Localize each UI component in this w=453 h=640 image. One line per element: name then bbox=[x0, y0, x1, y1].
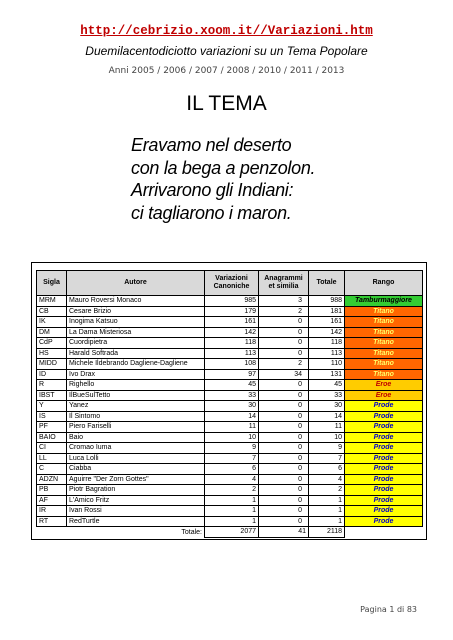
cell-totale: 131 bbox=[309, 369, 345, 380]
cell-autore: Luca Lolli bbox=[67, 453, 205, 464]
cell-anagrammi: 0 bbox=[259, 348, 309, 359]
table-row bbox=[37, 369, 423, 380]
poem bbox=[131, 134, 431, 224]
table-row bbox=[37, 464, 423, 475]
cell-autore: L'Amico Fritz bbox=[67, 495, 205, 506]
source-url-link[interactable]: http://cebrizio.xoom.it//Variazioni.htm bbox=[80, 24, 373, 38]
poem-line: Arrivarono gli Indiani: bbox=[131, 180, 294, 200]
table-row bbox=[37, 432, 423, 443]
cell-variazioni: 30 bbox=[205, 401, 259, 412]
document-subtitle: Duemilacentodiciotto variazioni su un Tema Popolare bbox=[85, 44, 368, 58]
cell-rango: Prode bbox=[345, 443, 423, 454]
cell-variazioni: 33 bbox=[205, 390, 259, 401]
column-header-variazioni: Variazioni Canoniche bbox=[205, 271, 259, 296]
cell-variazioni: 1 bbox=[205, 516, 259, 527]
cell-sigla: IS bbox=[37, 411, 67, 422]
cell-sigla: R bbox=[37, 380, 67, 391]
cell-variazioni: 45 bbox=[205, 380, 259, 391]
cell-rango: Titano bbox=[345, 359, 423, 370]
cell-totale: 181 bbox=[309, 306, 345, 317]
years-line: Anni 2005 / 2006 / 2007 / 2008 / 2010 / 2011 / 2013 bbox=[108, 66, 345, 76]
cell-sigla: C bbox=[37, 464, 67, 475]
table-row bbox=[37, 411, 423, 422]
cell-autore: Il Sintomo bbox=[67, 411, 205, 422]
cell-totale: 2 bbox=[309, 485, 345, 496]
cell-autore: Piotr Bagration bbox=[67, 485, 205, 496]
column-header-totale: Totale bbox=[309, 271, 345, 296]
cell-totale: 11 bbox=[309, 422, 345, 433]
cell-sigla: ADZN bbox=[37, 474, 67, 485]
cell-rango: Prode bbox=[345, 495, 423, 506]
cell-totale: 161 bbox=[309, 317, 345, 328]
cell-rango: Prode bbox=[345, 411, 423, 422]
cell-variazioni: 161 bbox=[205, 317, 259, 328]
cell-variazioni: 9 bbox=[205, 443, 259, 454]
ranking-table bbox=[36, 270, 423, 538]
cell-rango: Prode bbox=[345, 401, 423, 412]
cell-variazioni: 142 bbox=[205, 327, 259, 338]
total-variazioni: 2077 bbox=[205, 527, 259, 538]
cell-anagrammi: 0 bbox=[259, 453, 309, 464]
cell-autore: Inogima Katsuo bbox=[67, 317, 205, 328]
cell-variazioni: 6 bbox=[205, 464, 259, 475]
ranking-table-frame bbox=[31, 262, 427, 540]
table-row bbox=[37, 474, 423, 485]
total-row bbox=[37, 527, 423, 538]
cell-totale: 45 bbox=[309, 380, 345, 391]
poem-line: Eravamo nel deserto bbox=[131, 135, 292, 155]
cell-totale: 1 bbox=[309, 495, 345, 506]
cell-autore: Yanez bbox=[67, 401, 205, 412]
cell-variazioni: 7 bbox=[205, 453, 259, 464]
table-row bbox=[37, 495, 423, 506]
table-row bbox=[37, 485, 423, 496]
cell-totale: 14 bbox=[309, 411, 345, 422]
cell-autore: Ivan Rossi bbox=[67, 506, 205, 517]
table-row bbox=[37, 338, 423, 349]
cell-anagrammi: 0 bbox=[259, 411, 309, 422]
cell-anagrammi: 2 bbox=[259, 359, 309, 370]
cell-autore: Righello bbox=[67, 380, 205, 391]
cell-anagrammi: 0 bbox=[259, 516, 309, 527]
table-header-row bbox=[37, 271, 423, 296]
table-row bbox=[37, 443, 423, 454]
column-header-anagrammi: Anagrammi et similia bbox=[259, 271, 309, 296]
cell-anagrammi: 0 bbox=[259, 422, 309, 433]
cell-sigla: Y bbox=[37, 401, 67, 412]
cell-sigla: DM bbox=[37, 327, 67, 338]
cell-autore: Cesare Brizio bbox=[67, 306, 205, 317]
cell-anagrammi: 0 bbox=[259, 432, 309, 443]
cell-sigla: MRM bbox=[37, 296, 67, 307]
cell-anagrammi: 0 bbox=[259, 390, 309, 401]
cell-autore: Cromao Iuma bbox=[67, 443, 205, 454]
cell-sigla: LL bbox=[37, 453, 67, 464]
cell-autore: Piero Fariselli bbox=[67, 422, 205, 433]
cell-anagrammi: 3 bbox=[259, 296, 309, 307]
cell-rango: Prode bbox=[345, 422, 423, 433]
section-title: IL TEMA bbox=[186, 92, 267, 115]
table-row bbox=[37, 506, 423, 517]
cell-rango: Titano bbox=[345, 338, 423, 349]
column-header-autore: Autore bbox=[67, 271, 205, 296]
cell-rango: Titano bbox=[345, 317, 423, 328]
cell-variazioni: 108 bbox=[205, 359, 259, 370]
cell-totale: 118 bbox=[309, 338, 345, 349]
cell-variazioni: 118 bbox=[205, 338, 259, 349]
cell-rango: Prode bbox=[345, 432, 423, 443]
cell-rango: Titano bbox=[345, 306, 423, 317]
cell-anagrammi: 0 bbox=[259, 474, 309, 485]
table-row bbox=[37, 359, 423, 370]
cell-totale: 1 bbox=[309, 516, 345, 527]
cell-sigla: CB bbox=[37, 306, 67, 317]
column-header-sigla: Sigla bbox=[37, 271, 67, 296]
cell-autore: Michele Ildebrando Dagliene-Dagliene bbox=[67, 359, 205, 370]
cell-totale: 6 bbox=[309, 464, 345, 475]
cell-sigla: AF bbox=[37, 495, 67, 506]
cell-rango: Titano bbox=[345, 369, 423, 380]
cell-sigla: HS bbox=[37, 348, 67, 359]
cell-sigla: CI bbox=[37, 443, 67, 454]
cell-anagrammi: 0 bbox=[259, 327, 309, 338]
table-row bbox=[37, 390, 423, 401]
cell-totale: 988 bbox=[309, 296, 345, 307]
cell-sigla: IR bbox=[37, 506, 67, 517]
cell-rango: Prode bbox=[345, 464, 423, 475]
cell-variazioni: 985 bbox=[205, 296, 259, 307]
cell-rango: Titano bbox=[345, 348, 423, 359]
total-anagrammi: 41 bbox=[259, 527, 309, 538]
table-row bbox=[37, 453, 423, 464]
total-totale: 2118 bbox=[309, 527, 345, 538]
cell-totale: 113 bbox=[309, 348, 345, 359]
cell-anagrammi: 0 bbox=[259, 495, 309, 506]
table-row bbox=[37, 516, 423, 527]
cell-sigla: BAIO bbox=[37, 432, 67, 443]
table-row bbox=[37, 348, 423, 359]
cell-variazioni: 1 bbox=[205, 506, 259, 517]
cell-rango: Prode bbox=[345, 453, 423, 464]
cell-totale: 1 bbox=[309, 506, 345, 517]
cell-variazioni: 113 bbox=[205, 348, 259, 359]
cell-rango: Prode bbox=[345, 516, 423, 527]
poem-line: ci tagliarono i maron. bbox=[131, 202, 292, 223]
cell-rango: Prode bbox=[345, 506, 423, 517]
cell-variazioni: 2 bbox=[205, 485, 259, 496]
poem-line: con la bega a penzolon. bbox=[131, 157, 316, 178]
table-row bbox=[37, 401, 423, 412]
cell-rango: Eroe bbox=[345, 390, 423, 401]
cell-sigla: RT bbox=[37, 516, 67, 527]
cell-rango: Prode bbox=[345, 485, 423, 496]
cell-variazioni: 1 bbox=[205, 495, 259, 506]
cell-rango: Prode bbox=[345, 474, 423, 485]
cell-totale: 7 bbox=[309, 453, 345, 464]
cell-variazioni: 179 bbox=[205, 306, 259, 317]
cell-totale: 10 bbox=[309, 432, 345, 443]
cell-sigla: CdP bbox=[37, 338, 67, 349]
cell-anagrammi: 0 bbox=[259, 380, 309, 391]
cell-anagrammi: 0 bbox=[259, 506, 309, 517]
cell-anagrammi: 0 bbox=[259, 338, 309, 349]
cell-rango: Titano bbox=[345, 327, 423, 338]
page-number: Pagina 1 di 83 bbox=[360, 605, 417, 614]
total-label: Totale: bbox=[181, 528, 202, 536]
cell-anagrammi: 2 bbox=[259, 306, 309, 317]
cell-sigla: ID bbox=[37, 369, 67, 380]
cell-autore: Baio bbox=[67, 432, 205, 443]
cell-sigla: IBST bbox=[37, 390, 67, 401]
cell-variazioni: 10 bbox=[205, 432, 259, 443]
cell-totale: 30 bbox=[309, 401, 345, 412]
cell-anagrammi: 0 bbox=[259, 485, 309, 496]
cell-autore: RedTurtle bbox=[67, 516, 205, 527]
table-row bbox=[37, 296, 423, 307]
cell-totale: 142 bbox=[309, 327, 345, 338]
cell-autore: La Dama Misteriosa bbox=[67, 327, 205, 338]
cell-totale: 110 bbox=[309, 359, 345, 370]
cell-anagrammi: 0 bbox=[259, 317, 309, 328]
table-row bbox=[37, 317, 423, 328]
cell-autore: Harald Softrada bbox=[67, 348, 205, 359]
cell-sigla: PB bbox=[37, 485, 67, 496]
table-row bbox=[37, 422, 423, 433]
cell-variazioni: 11 bbox=[205, 422, 259, 433]
table-body bbox=[37, 296, 423, 527]
cell-totale: 33 bbox=[309, 390, 345, 401]
cell-rango: Eroe bbox=[345, 380, 423, 391]
cell-anagrammi: 0 bbox=[259, 464, 309, 475]
table-row bbox=[37, 327, 423, 338]
cell-totale: 9 bbox=[309, 443, 345, 454]
cell-anagrammi: 34 bbox=[259, 369, 309, 380]
cell-totale: 4 bbox=[309, 474, 345, 485]
cell-autore: Aguirre "Der Zorn Gottes" bbox=[67, 474, 205, 485]
cell-autore: Ciabba bbox=[67, 464, 205, 475]
cell-rango: Tamburmaggiore bbox=[345, 296, 423, 307]
cell-autore: Mauro Roversi Monaco bbox=[67, 296, 205, 307]
cell-anagrammi: 0 bbox=[259, 443, 309, 454]
table-row bbox=[37, 380, 423, 391]
cell-autore: IlBueSulTetto bbox=[67, 390, 205, 401]
cell-variazioni: 4 bbox=[205, 474, 259, 485]
cell-autore: Cuordipietra bbox=[67, 338, 205, 349]
cell-autore: Ivo Drax bbox=[67, 369, 205, 380]
cell-anagrammi: 0 bbox=[259, 401, 309, 412]
cell-sigla: MIDD bbox=[37, 359, 67, 370]
cell-sigla: PF bbox=[37, 422, 67, 433]
cell-sigla: IK bbox=[37, 317, 67, 328]
table-row bbox=[37, 306, 423, 317]
column-header-rango: Rango bbox=[345, 271, 423, 296]
cell-variazioni: 14 bbox=[205, 411, 259, 422]
cell-variazioni: 97 bbox=[205, 369, 259, 380]
